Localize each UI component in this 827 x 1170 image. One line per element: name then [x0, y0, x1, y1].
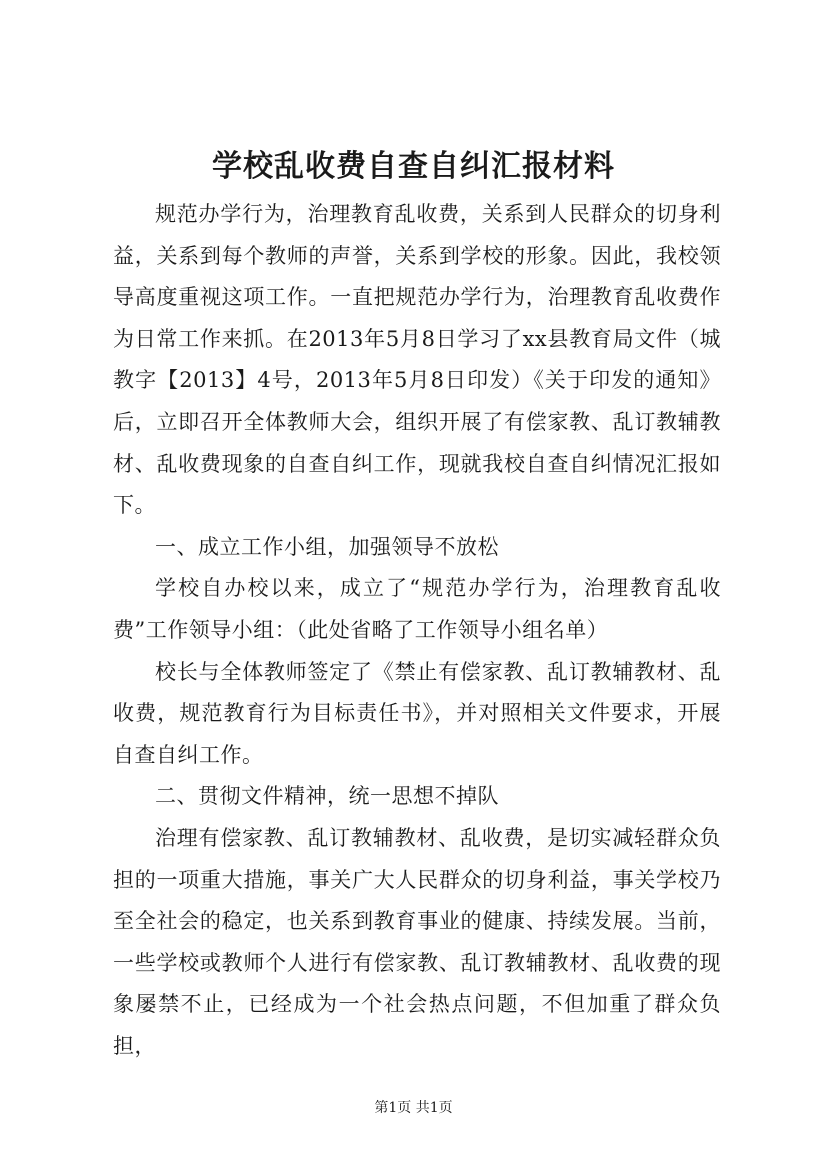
section-heading-1: 一、成立工作小组，加强领导不放松	[155, 534, 499, 559]
document-body	[113, 194, 721, 1067]
document-title: 学校乱收费自查自纠汇报材料	[212, 149, 615, 184]
paragraph-section-2a: 治理有偿家教、乱订教辅教材、乱收费，是切实减轻群众负担的一项重大措施，事关广大人民群众的切身利益，事关学校乃至全社会的稳定，也关系到教育事业的健康、持续发展。当前，一些学校或教师个人进行有偿家教、乱订教辅教材、乱收费的现象屡禁不止，已经成为一个社会热点问题，不但加重了群众负担，	[113, 825, 721, 1058]
paragraph-intro: 规范办学行为，治理教育乱收费，关系到人民群众的切身利益，关系到每个教师的声誉，关系到学校的形象。因此，我校领导高度重视这项工作。一直把规范办学行为，治理教育乱收费作为日常工作来抓。在2013年5月8日学习了xx县教育局文件（城教字【2013】4号，2013年5月8日印发）《关于印发的通知》后，立即召开全体教师大会，组织开展了有偿家教、乱订教辅教材、乱收费现象的自查自纠工作，现就我校自查自纠情况汇报如下。	[113, 202, 721, 518]
section-heading-2: 二、贯彻文件精神，统一思想不掉队	[155, 784, 499, 809]
paragraph-section-1b: 校长与全体教师签定了《禁止有偿家教、乱订教辅教材、乱收费，规范教育行为目标责任书》，并对照相关文件要求，开展自查自纠工作。	[113, 659, 721, 767]
paragraph-section-1a: 学校自办校以来，成立了“规范办学行为，治理教育乱收费”工作领导小组：（此处省略了工作领导小组名单）	[113, 576, 721, 642]
page-footer: 第1页 共1页	[374, 1100, 453, 1116]
